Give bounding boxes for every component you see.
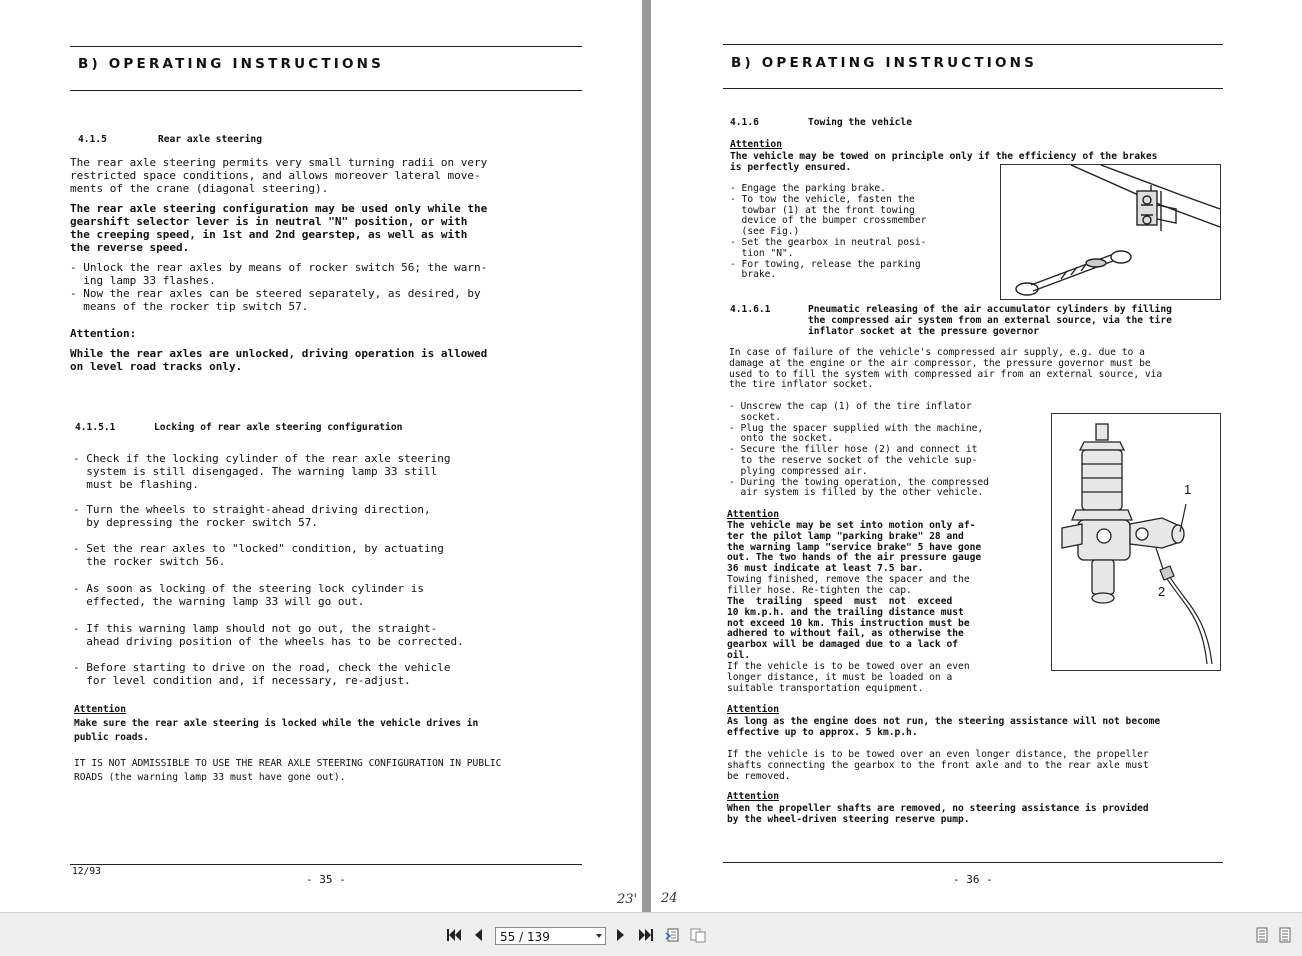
list-item: - Set the rear axles to "locked" condition, by actuating: [73, 542, 444, 555]
list-item: - Unscrew the cap (1) of the tire inflator: [729, 401, 972, 412]
attention-text: [727, 521, 981, 575]
text-line: ROADS (the warning lamp 33 must have gone out).: [74, 771, 346, 783]
paragraph-longer-distance: [727, 662, 970, 694]
text-line: If the vehicle is to be towed over an even longer distance, the propeller: [727, 749, 1149, 760]
text-line: When the propeller shafts are removed, no steering assistance is provided: [727, 803, 1149, 814]
text-line: oil.: [727, 649, 751, 661]
text-line: used to to fill the system with compressed air from an external source, via: [729, 368, 1163, 380]
list-item: - Unlock the rear axles by means of rocker switch 56; the warn-: [70, 261, 488, 274]
list-item: - As soon as locking of the steering lock cylinder is: [73, 582, 424, 595]
text-line: be removed.: [727, 770, 791, 782]
two-page-view-icon[interactable]: [689, 927, 707, 943]
text-line: Towing finished, remove the spacer and the: [727, 574, 970, 585]
text-line: If the vehicle is to be towed over an even: [727, 661, 970, 672]
list-item: - Now the rear axles can be steered separately, as desired, by: [70, 287, 481, 300]
viewer-toolbar: [0, 912, 1302, 956]
figure-label-2: 2: [1158, 584, 1166, 599]
figure-label-1: 1: [1184, 482, 1192, 497]
list-item: to the reserve socket of the vehicle sup-: [729, 454, 978, 466]
paragraph-speed: [727, 597, 970, 662]
step-check-cylinder: [73, 452, 451, 491]
text-line: restricted space conditions, and allows moreover lateral move-: [70, 169, 481, 182]
header-rule-top: [70, 46, 582, 47]
previous-page-icon[interactable]: [469, 927, 487, 943]
attention-label: Attention: [74, 704, 126, 715]
text-line: The trailing speed must not exceed: [727, 596, 953, 607]
next-page-icon[interactable]: [612, 927, 630, 943]
attention-text: [74, 717, 478, 744]
list-item: - Turn the wheels to straight-ahead driving direction,: [73, 503, 431, 516]
section-title: Locking of rear axle steering configuration: [154, 422, 403, 433]
section-title: [808, 305, 1172, 337]
list-item: system is still disengaged. The warning lamp 33 still: [73, 465, 438, 478]
handwritten-note: 23': [617, 892, 638, 907]
footer-date: 12/93: [72, 866, 101, 877]
text-line: 36 must indicate at least 7.5 bar.: [727, 563, 924, 575]
text-line: gearbox will be damaged due to a lack of: [727, 639, 959, 651]
section-number: 4.1.6.1: [730, 304, 771, 315]
text-line: is perfectly ensured.: [730, 161, 852, 173]
page-header: B) OPERATING INSTRUCTIONS: [78, 56, 385, 72]
text-line: the warning lamp "service brake" 5 have gone: [727, 541, 982, 553]
attention-label: Attention: [727, 704, 779, 715]
pressure-governor-figure: [1051, 413, 1221, 671]
text-line: ter the pilot lamp "parking brake" 28 and: [727, 530, 964, 542]
text-line: by the wheel-driven steering reserve pump.: [727, 813, 970, 825]
scroll-mode-icon[interactable]: [1253, 927, 1271, 943]
list-item: plying compressed air.: [729, 465, 868, 477]
header-rule-top: [723, 44, 1223, 45]
list-item: device of the bumper crossmember: [730, 215, 927, 227]
step-turn-wheels: [73, 503, 431, 529]
page-number: - 35 -: [306, 873, 346, 886]
list-item: means of the rocker tip switch 57.: [70, 300, 309, 313]
section-number: 4.1.5: [78, 134, 107, 145]
text-line: The rear axle steering configuration may be used only while the: [70, 202, 488, 215]
list-item: brake.: [730, 269, 777, 281]
text-line: While the rear axles are unlocked, driving operation is allowed: [70, 347, 488, 360]
text-line: damage at the engine or the air compressor, the pressure governor must be: [729, 357, 1151, 369]
list-item: - If this warning lamp should not go out, the straight-: [73, 622, 438, 635]
last-page-icon[interactable]: [637, 927, 655, 943]
page-header: B) OPERATING INSTRUCTIONS: [731, 55, 1038, 71]
text-line: suitable transportation equipment.: [727, 682, 924, 694]
list-unlock: [70, 261, 487, 313]
paragraph-failure: [729, 348, 1162, 391]
text-line: the reverse speed.: [70, 241, 190, 254]
list-item: for level condition and, if necessary, re-adjust.: [73, 674, 411, 687]
paragraph-configuration: [70, 202, 487, 254]
list-item: - Set the gearbox in neutral posi-: [730, 236, 927, 248]
list-item: air system is filled by the other vehicle.: [729, 487, 984, 499]
header-rule-bottom: [723, 88, 1223, 89]
text-line: IT IS NOT ADMISSIBLE TO USE THE REAR AXLE STEERING CONFIGURATION IN PUBLIC: [74, 758, 502, 769]
step-locking-effected: [73, 582, 424, 608]
text-line: gearshift selector lever is in neutral "N" position, or with: [70, 215, 468, 228]
list-item: (see Fig.): [730, 226, 800, 238]
header-rule-bottom: [70, 90, 582, 91]
list-item: socket.: [729, 411, 781, 423]
attention-label: Attention: [730, 139, 782, 150]
list-towing-steps: [730, 184, 926, 281]
single-page-view-icon[interactable]: [665, 927, 683, 943]
list-item: - During the towing operation, the compressed: [729, 476, 989, 488]
text-line: the tire inflator socket.: [729, 379, 874, 391]
list-item: - Before starting to drive on the road, check the vehicle: [73, 661, 451, 674]
list-item: - For towing, release the parking: [730, 258, 921, 270]
text-line: effective up to approx. 5 km.p.h.: [727, 726, 918, 738]
footer-rule: [70, 864, 582, 865]
text-line: the compressed air system from an external source, via the tire: [808, 314, 1172, 326]
step-set-locked: [73, 542, 444, 568]
attention-label: Attention:: [70, 327, 137, 340]
list-item: - Plug the spacer supplied with the machine,: [729, 422, 984, 434]
attention-label: Attention: [727, 509, 779, 520]
attention-text: [727, 717, 1160, 739]
first-page-icon[interactable]: [445, 927, 463, 943]
text-line: The rear axle steering permits very small turning radii on very: [70, 156, 488, 169]
text-line: inflator socket at the pressure governor: [808, 325, 1040, 337]
list-item: towbar (1) at the front towing: [730, 204, 915, 216]
text-line: public roads.: [74, 731, 150, 743]
paragraph-towing-finished: [727, 575, 970, 597]
text-line: As long as the engine does not run, the steering assistance will not become: [727, 716, 1161, 727]
section-number: 4.1.6: [730, 117, 759, 128]
list-item: ing lamp 33 flashes.: [70, 274, 216, 287]
step-lamp-not-out: [73, 622, 464, 648]
text-line: The vehicle may be set into motion only af-: [727, 520, 976, 531]
handwritten-note: 24: [661, 891, 678, 906]
list-item: onto the socket.: [729, 433, 833, 445]
list-air-steps: [729, 402, 989, 499]
list-item: - To tow the vehicle, fasten the: [730, 193, 915, 205]
text-line: out. The two hands of the air pressure gauge: [727, 552, 982, 564]
attention-label: Attention: [727, 791, 779, 802]
footer-rule: [723, 862, 1223, 863]
list-item: must be flashing.: [73, 478, 199, 491]
page-number: - 36 -: [953, 873, 993, 886]
text-line: In case of failure of the vehicle's compressed air supply, e.g. due to a: [729, 347, 1145, 358]
attention-text: [70, 347, 487, 373]
list-item: ahead driving position of the wheels has to be corrected.: [73, 635, 464, 648]
list-item: - Engage the parking brake.: [730, 183, 886, 194]
text-line: shafts connecting the gearbox to the front axle and to the rear axle must: [727, 759, 1149, 771]
list-item: effected, the warning lamp 33 will go out.: [73, 595, 365, 608]
list-item: tion "N".: [730, 247, 794, 259]
text-line: longer distance, it must be loaded on a: [727, 671, 953, 683]
notice-text: [74, 757, 501, 784]
list-item: - Secure the filler hose (2) and connect it: [729, 444, 978, 456]
towbar-illustration: [1001, 165, 1220, 299]
document-page-left: [0, 0, 642, 912]
text-line: not exceed 10 km. This instruction must be: [727, 617, 970, 629]
document-page-right: [651, 0, 1302, 912]
section-title: Rear axle steering: [158, 134, 262, 145]
text-line: 10 km.p.h. and the trailing distance must: [727, 606, 964, 618]
section-number: 4.1.5.1: [75, 422, 116, 433]
section-title: Towing the vehicle: [808, 117, 912, 128]
page-number-selector[interactable]: [495, 927, 606, 945]
continuous-mode-icon[interactable]: [1276, 927, 1294, 943]
list-item: the rocker switch 56.: [73, 555, 226, 568]
text-line: filler hose. Re-tighten the cap.: [727, 584, 912, 596]
attention-text: [727, 804, 1149, 826]
pressure-governor-illustration: [1052, 414, 1220, 670]
list-item: - Check if the locking cylinder of the rear axle steering: [73, 452, 451, 465]
paragraph-intro: [70, 156, 487, 195]
page-indicator: 55 / 139: [500, 930, 550, 944]
list-item: by depressing the rocker switch 57.: [73, 516, 319, 529]
text-line: Make sure the rear axle steering is locked while the vehicle drives in: [74, 718, 479, 729]
text-line: on level road tracks only.: [70, 360, 243, 373]
chevron-down-icon: [596, 934, 602, 938]
text-line: the creeping speed, in 1st and 2nd gearstep, as well as with: [70, 228, 468, 241]
text-line: ments of the crane (diagonal steering).: [70, 182, 329, 195]
text-line: Pneumatic releasing of the air accumulator cylinders by filling: [808, 304, 1172, 315]
text-line: adhered to without fail, as otherwise the: [727, 628, 964, 640]
towbar-figure: [1000, 164, 1221, 300]
paragraph-propeller: [727, 750, 1149, 782]
step-level-condition: [73, 661, 451, 687]
text-line: The vehicle may be towed on principle only if the efficiency of the brakes: [730, 151, 1158, 162]
